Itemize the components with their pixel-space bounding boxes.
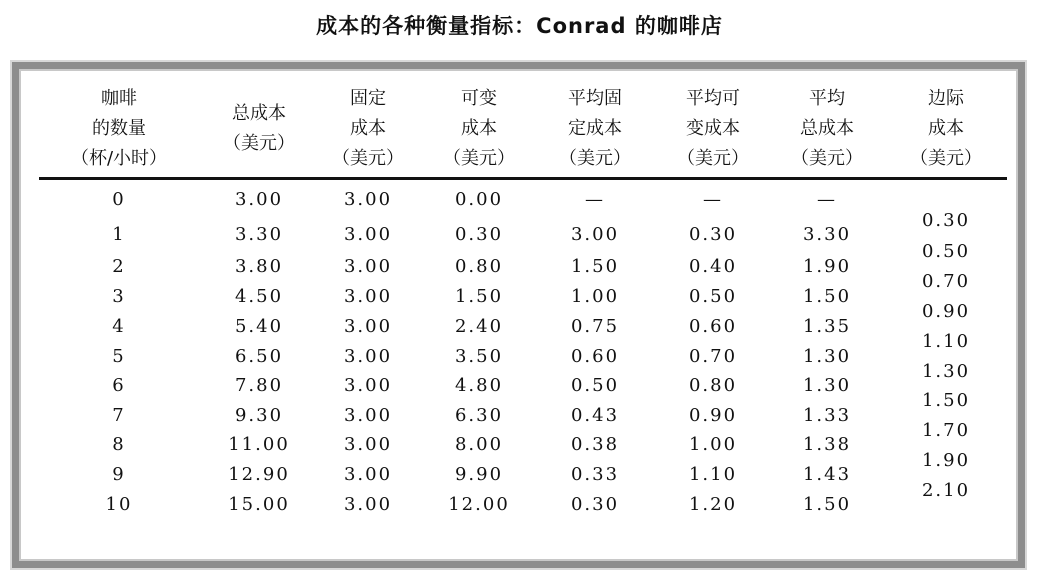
cell-quantity: 10: [105, 494, 133, 515]
header-total-cost: 总成本 （美元）: [223, 103, 295, 154]
cell-variable-cost: 1.50: [454, 286, 504, 307]
cost-table: [19, 69, 1018, 561]
cell-fixed-cost: 3.00: [343, 189, 393, 210]
cell-quantity: 9: [112, 464, 126, 485]
cell-fixed-cost: 3.00: [343, 434, 393, 455]
cell-avg-variable-cost: 0.30: [688, 224, 738, 245]
cell-total-cost: 5.40: [234, 316, 284, 337]
cell-avg-total-cost: 1.43: [802, 464, 852, 485]
cell-total-cost: 11.00: [228, 434, 290, 455]
cell-marginal-cost: 1.70: [921, 420, 971, 441]
cell-quantity: 3: [112, 286, 126, 307]
cell-total-cost: 6.50: [234, 346, 284, 367]
cell-avg-fixed-cost: 0.75: [570, 316, 620, 337]
header-marginal-cost: 边际 成本 （美元）: [910, 88, 982, 169]
cell-avg-fixed-cost: 0.30: [570, 494, 620, 515]
cell-fixed-cost: 3.00: [343, 494, 393, 515]
cell-avg-fixed-cost: 1.50: [570, 256, 620, 277]
cell-avg-total-cost: 1.50: [802, 494, 852, 515]
cell-avg-total-cost: 1.50: [802, 286, 852, 307]
cell-avg-fixed-cost: 0.50: [570, 375, 620, 396]
cell-quantity: 2: [112, 256, 126, 277]
header-avg-fixed-cost: 平均固 定成本 （美元）: [559, 88, 631, 169]
cell-total-cost: 3.30: [234, 224, 284, 245]
cell-total-cost: 15.00: [228, 494, 290, 515]
cell-fixed-cost: 3.00: [343, 224, 393, 245]
cell-total-cost: 3.00: [234, 189, 284, 210]
cell-total-cost: 9.30: [234, 405, 284, 426]
header-fixed-cost: 固定 成本 （美元）: [332, 88, 404, 169]
cell-marginal-cost: 0.50: [921, 241, 971, 262]
cell-variable-cost: 3.50: [454, 346, 504, 367]
cell-variable-cost: 8.00: [454, 434, 504, 455]
cell-quantity: 4: [112, 316, 126, 337]
cell-avg-fixed-cost: 0.33: [570, 464, 620, 485]
cell-quantity: 1: [112, 224, 126, 245]
cell-avg-total-cost: 1.33: [802, 405, 852, 426]
cell-fixed-cost: 3.00: [343, 286, 393, 307]
cell-fixed-cost: 3.00: [343, 316, 393, 337]
cell-avg-total-cost: 3.30: [802, 224, 852, 245]
cell-avg-variable-cost: 0.70: [688, 346, 738, 367]
cell-total-cost: 12.90: [228, 464, 290, 485]
cell-variable-cost: 6.30: [454, 405, 504, 426]
cell-avg-fixed-cost: 0.43: [570, 405, 620, 426]
cell-quantity: 5: [112, 346, 126, 367]
cell-marginal-cost: 1.50: [921, 390, 971, 411]
cell-avg-fixed-cost: —: [585, 189, 605, 210]
cell-avg-fixed-cost: 3.00: [570, 224, 620, 245]
cell-avg-fixed-cost: 0.60: [570, 346, 620, 367]
header-avg-total-cost: 平均 总成本 （美元）: [791, 88, 863, 169]
cell-variable-cost: 0.80: [454, 256, 504, 277]
cell-variable-cost: 12.00: [448, 494, 510, 515]
cell-total-cost: 7.80: [234, 375, 284, 396]
cell-marginal-cost: 1.90: [921, 450, 971, 471]
cell-marginal-cost: 1.10: [921, 331, 971, 352]
cell-variable-cost: 0.30: [454, 224, 504, 245]
cell-avg-total-cost: 1.30: [802, 375, 852, 396]
cell-avg-variable-cost: 0.60: [688, 316, 738, 337]
cell-total-cost: 4.50: [234, 286, 284, 307]
cell-marginal-cost: 1.30: [921, 361, 971, 382]
cell-avg-variable-cost: —: [703, 189, 723, 210]
cell-variable-cost: 9.90: [454, 464, 504, 485]
cell-avg-variable-cost: 0.40: [688, 256, 738, 277]
header-avg-variable-cost: 平均可 变成本 （美元）: [677, 88, 749, 169]
cell-marginal-cost: 2.10: [921, 480, 971, 501]
cell-variable-cost: 0.00: [454, 189, 504, 210]
cell-quantity: 7: [112, 405, 126, 426]
cell-variable-cost: 2.40: [454, 316, 504, 337]
cell-avg-total-cost: 1.90: [802, 256, 852, 277]
cell-avg-fixed-cost: 0.38: [570, 434, 620, 455]
cell-fixed-cost: 3.00: [343, 464, 393, 485]
cell-avg-total-cost: 1.35: [802, 316, 852, 337]
cell-avg-variable-cost: 0.80: [688, 375, 738, 396]
cell-marginal-cost: 0.30: [921, 210, 971, 231]
cell-total-cost: 3.80: [234, 256, 284, 277]
cell-quantity: 6: [112, 375, 126, 396]
cell-quantity: 0: [112, 189, 126, 210]
cell-avg-total-cost: —: [817, 189, 837, 210]
cell-avg-variable-cost: 1.20: [688, 494, 738, 515]
cell-avg-variable-cost: 0.50: [688, 286, 738, 307]
cell-fixed-cost: 3.00: [343, 346, 393, 367]
cell-fixed-cost: 3.00: [343, 256, 393, 277]
cell-avg-variable-cost: 0.90: [688, 405, 738, 426]
header-variable-cost: 可变 成本 （美元）: [443, 88, 515, 169]
cell-fixed-cost: 3.00: [343, 405, 393, 426]
cell-fixed-cost: 3.00: [343, 375, 393, 396]
cell-avg-total-cost: 1.38: [802, 434, 852, 455]
table-frame: [12, 62, 1025, 568]
header-quantity: 咖啡 的数量 （杯/小时）: [70, 88, 168, 169]
cell-variable-cost: 4.80: [454, 375, 504, 396]
cell-avg-total-cost: 1.30: [802, 346, 852, 367]
cell-quantity: 8: [112, 434, 126, 455]
cell-avg-variable-cost: 1.10: [688, 464, 738, 485]
cell-avg-fixed-cost: 1.00: [570, 286, 620, 307]
cell-marginal-cost: 0.70: [921, 271, 971, 292]
page-title: 成本的各种衡量指标：Conrad 的咖啡店: [316, 14, 723, 38]
cell-marginal-cost: 0.90: [921, 301, 971, 322]
cell-avg-variable-cost: 1.00: [688, 434, 738, 455]
header-rule: [39, 177, 1007, 180]
